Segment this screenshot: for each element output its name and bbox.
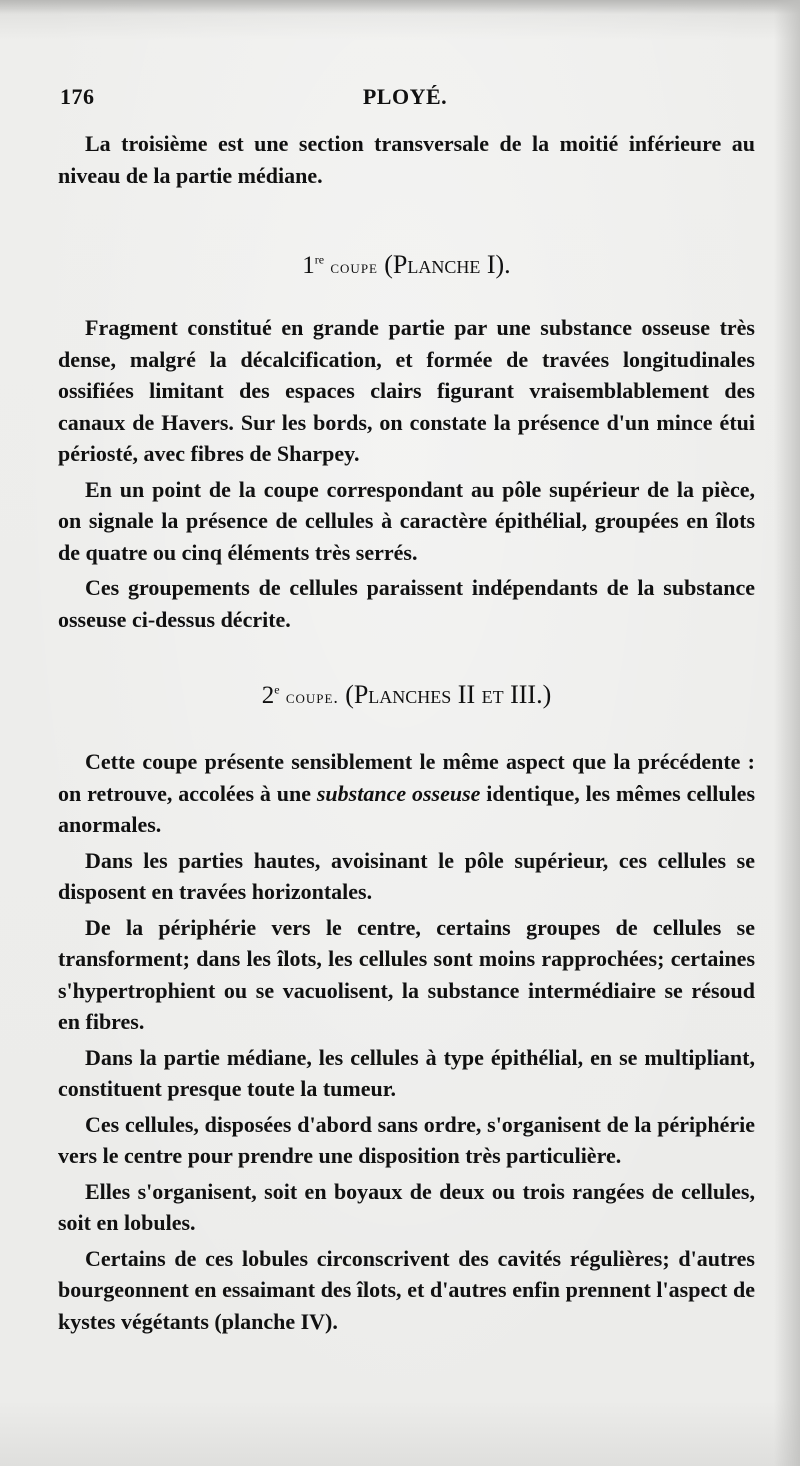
- paragraph-text: Cette coupe présente sensiblement le même aspect que la précédente : on retrouve, accolées à une: [58, 749, 755, 806]
- page-number: 176: [60, 84, 95, 109]
- heading-plate-ref: (Planches II et III.): [345, 680, 552, 709]
- section-heading-2: [58, 680, 755, 710]
- paragraph: Certains de ces lobules circonscrivent des cavités régulières; d'autres bourgeonnent en essaimant des îlots, et d'autres enfin prennent l'aspect de kystes végétants (planche IV).: [58, 1245, 755, 1334]
- paragraph: [58, 746, 755, 841]
- paragraph: La troisième est une section transversale de la moitié inférieure au niveau de la partie médiane.: [58, 131, 755, 188]
- section-1-body: [58, 312, 755, 635]
- scan-edge-shadow-right: [774, 0, 800, 1466]
- heading-superscript: e: [274, 682, 280, 697]
- heading-plate-ref: (Planche I).: [384, 250, 511, 279]
- heading-word: coupe.: [285, 687, 339, 707]
- section-2-body: [58, 746, 755, 1337]
- paragraph: De la périphérie vers le centre, certains groupes de cellules se transforment; dans les îlots, les cellules sont moins rapprochées; certaines s'hypertrophient ou se vacuolisent, la substance intermédiaire se résoud en fibres.: [58, 914, 755, 1034]
- page-header: [60, 84, 750, 118]
- heading-number: 2: [261, 682, 275, 709]
- italic-term: substance osseuse: [316, 780, 481, 806]
- heading-number: 1: [302, 252, 315, 279]
- paragraph: Ces groupements de cellules paraissent indépendants de la substance osseuse ci-dessus décrite.: [58, 575, 755, 632]
- paragraph: Dans les parties hautes, avoisinant le pôle supérieur, ces cellules se disposent en travées horizontales.: [58, 847, 755, 904]
- paragraph: Elles s'organisent, soit en boyaux de deux ou trois rangées de cellules, soit en lobules.: [58, 1178, 755, 1235]
- paragraph: Ces cellules, disposées d'abord sans ordre, s'organisent de la périphérie vers le centre pour prendre une disposition très particulière.: [58, 1111, 755, 1168]
- paragraph: En un point de la coupe correspondant au pôle supérieur de la pièce, on signale la présence de cellules à caractère épithélial, groupées en îlots de quatre ou cinq éléments très serrés.: [58, 476, 755, 565]
- section-heading-1: [58, 250, 755, 280]
- paragraph: Dans la partie médiane, les cellules à type épithélial, en se multipliant, constituent presque toute la tumeur.: [58, 1044, 755, 1101]
- paragraph: Fragment constitué en grande partie par une substance osseuse très dense, malgré la décalcification, et formée de travées longitudinales ossifiées limitant des espaces clairs figurant vraisemblablement des canaux de Havers. Sur les bords, on constate la présence d'un mince étui périosté, avec fibres de Sharpey.: [58, 315, 755, 466]
- running-head: PLOYÉ.: [362, 84, 448, 109]
- scan-edge-shadow: [0, 0, 800, 14]
- heading-superscript: re: [314, 252, 325, 267]
- paragraph-text: identique, les mêmes cellules anormales.: [58, 780, 756, 837]
- heading-word: coupe: [330, 257, 378, 277]
- intro-text: [58, 128, 755, 191]
